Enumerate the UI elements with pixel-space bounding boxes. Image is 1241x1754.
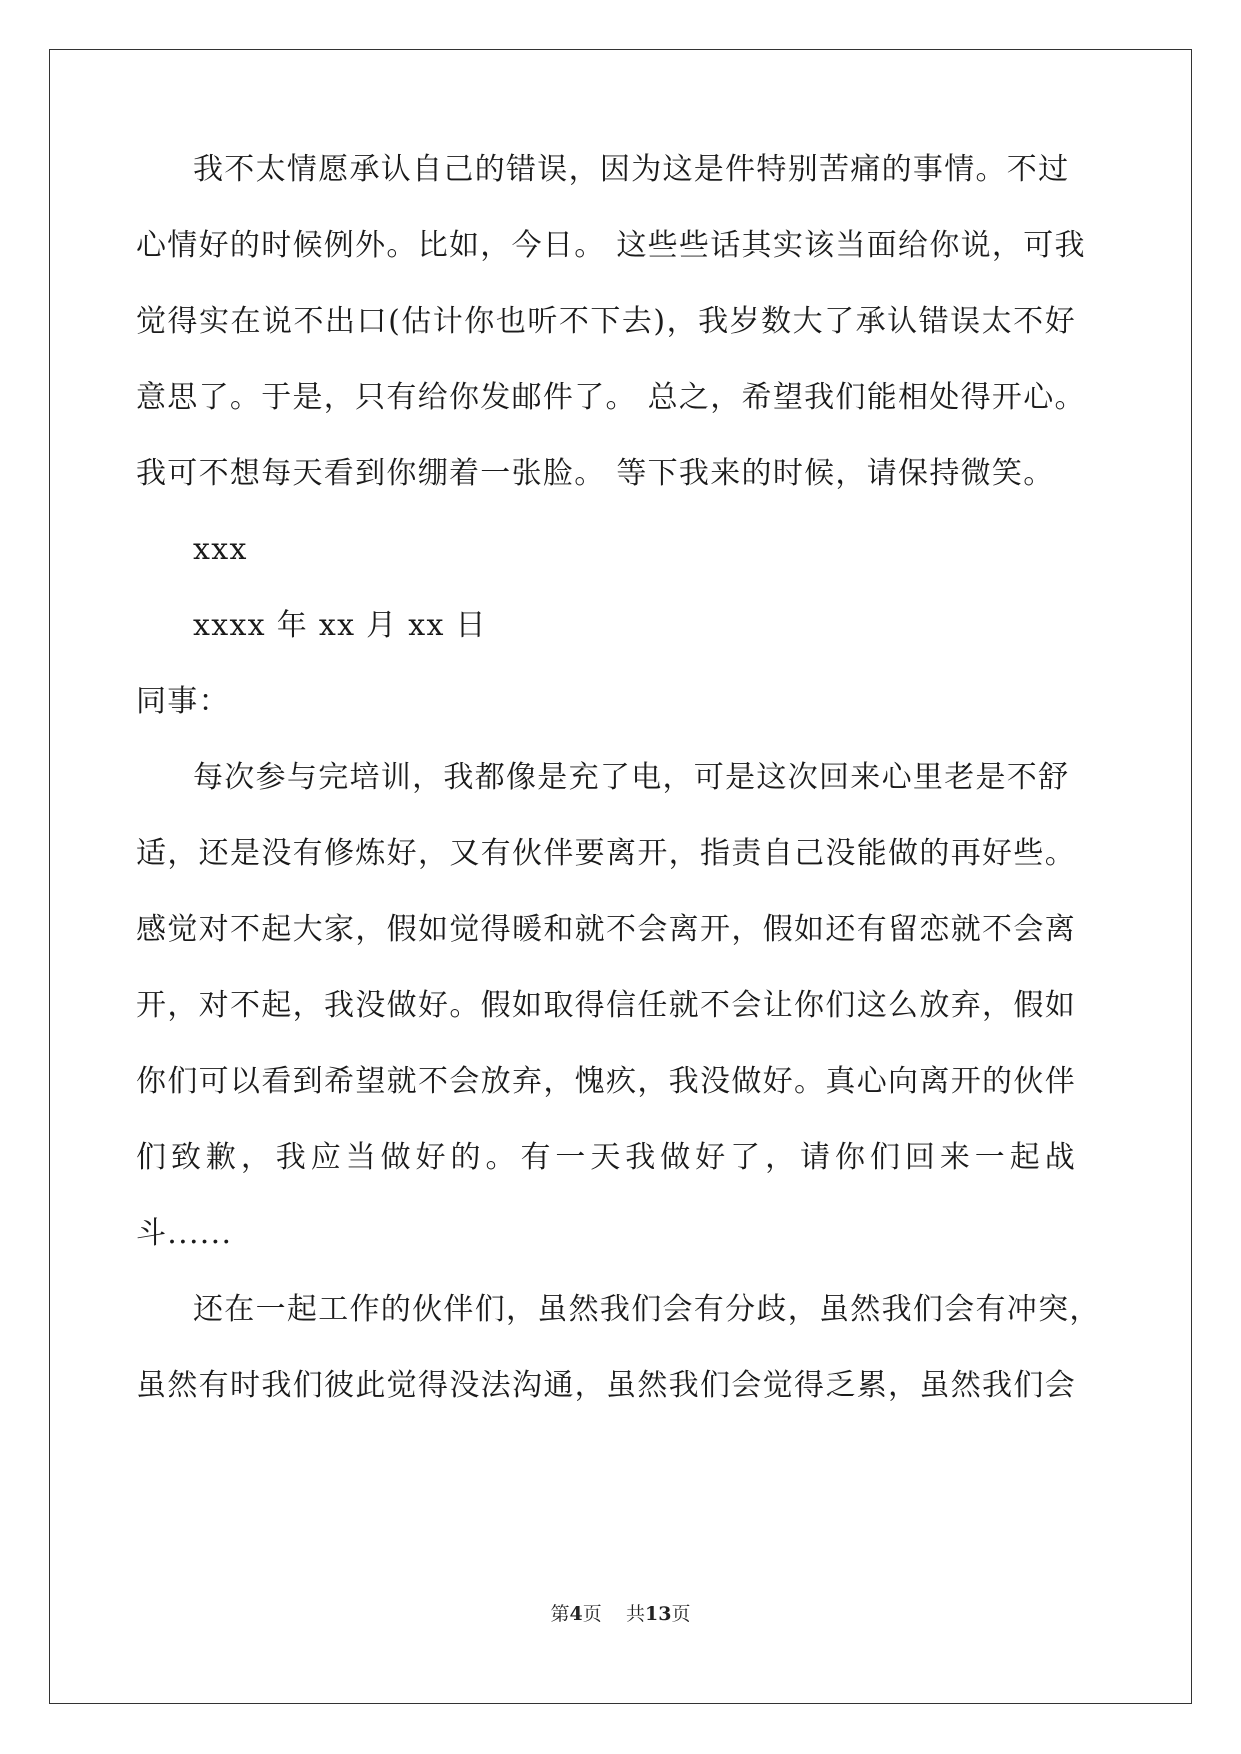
paragraph-line: 觉得实在说不出口(估计你也听不下去)，我岁数大了承认错误太不好 [136,304,1076,339]
page-footer [0,1602,1241,1626]
paragraph-line: 感觉对不起大家，假如觉得暖和就不会离开，假如还有留恋就不会离 [136,912,1076,947]
paragraph-line: 心情好的时候例外。比如，今日。 这些些话其实该当面给你说，可我 [136,228,1086,263]
footer-prefix: 第 [550,1603,570,1625]
footer-total-prefix: 共 [625,1603,645,1625]
paragraph-line: 斗...... [136,1216,233,1251]
page-border [49,49,1192,1704]
total-page-count: 13 [644,1603,672,1625]
paragraph-line: 虽然有时我们彼此觉得没法沟通，虽然我们会觉得乏累，虽然我们会 [136,1368,1076,1403]
paragraph-line: 你们可以看到希望就不会放弃，愧疚，我没做好。真心向离开的伙伴 [136,1064,1076,1099]
paragraph-line: 每次参与完培训，我都像是充了电，可是这次回来心里老是不舒 [193,760,1070,795]
signature-date: xxxx 年 xx 月 xx 日 [193,608,487,643]
paragraph-line: 还在一起工作的伙伴们，虽然我们会有分歧，虽然我们会有冲突， [193,1292,1101,1327]
paragraph-line: 开，对不起，我没做好。假如取得信任就不会让你们这么放弃，假如 [136,988,1076,1023]
signature-name: xxx [193,532,248,567]
paragraph-line: 适，还是没有修炼好，又有伙伴要离开，指责自己没能做的再好些。 [136,836,1076,871]
paragraph-line: 我不太情愿承认自己的错误，因为这是件特别苦痛的事情。不过 [193,152,1070,187]
current-page-number: 4 [569,1603,583,1625]
salutation: 同事： [136,684,230,719]
paragraph-line: 们致歉，我应当做好的。有一天我做好了，请你们回来一起战 [136,1140,1076,1175]
paragraph-line: 意思了。于是，只有给你发邮件了。 总之，希望我们能相处得开心。 [136,380,1086,415]
paragraph-line: 我可不想每天看到你绷着一张脸。 等下我来的时候，请保持微笑。 [136,456,1055,491]
footer-total-unit: 页 [671,1603,691,1625]
footer-page-unit: 页 [582,1603,602,1625]
